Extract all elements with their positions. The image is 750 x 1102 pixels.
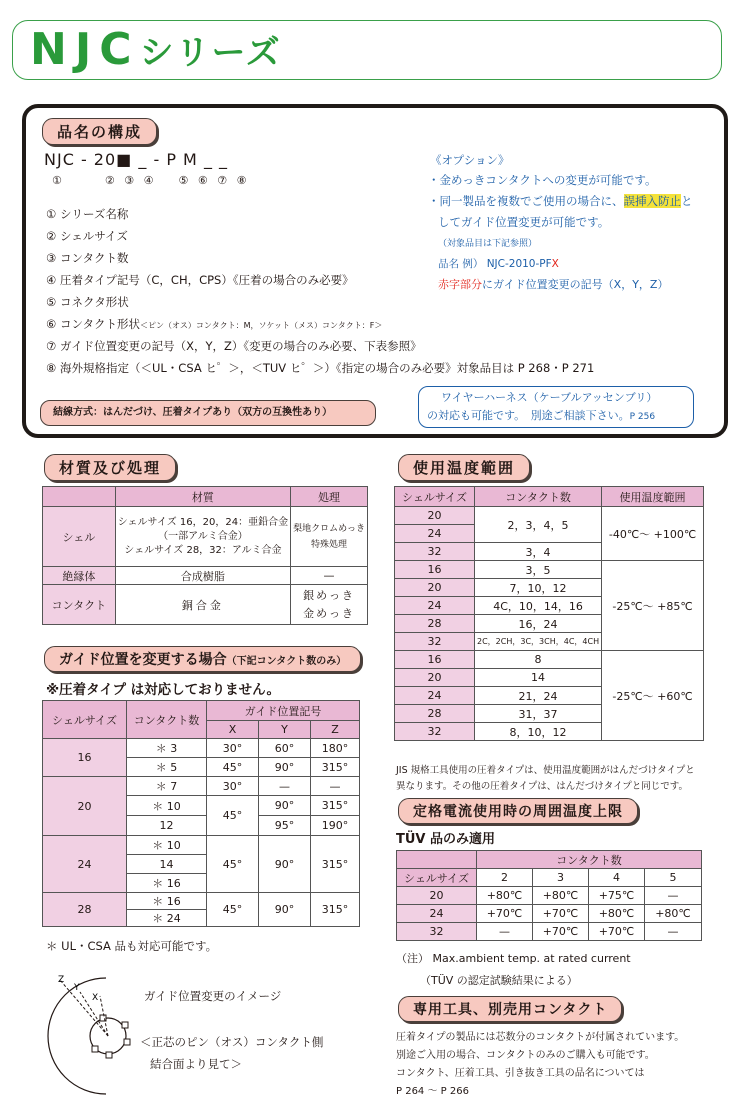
t-contact: 2，3，4，5 <box>475 507 602 543</box>
option-2b: と <box>681 194 693 208</box>
material-table <box>42 486 368 625</box>
r-val: +70℃ <box>533 923 589 941</box>
t-shell: 32 <box>395 543 475 561</box>
r-val: +80℃ <box>477 887 533 905</box>
guide-diagram <box>36 966 146 1096</box>
r-val: +80℃ <box>645 905 702 923</box>
g-v: 45° <box>207 796 259 836</box>
material-tag: 材質及び処理 <box>44 454 176 481</box>
contact-label: コンタクト <box>43 585 116 625</box>
g-shell-28: 28 <box>43 893 127 927</box>
r-val: — <box>645 923 702 941</box>
temp-tag: 使用温度範囲 <box>398 454 530 481</box>
temp-table <box>394 486 704 741</box>
g-shell-20: 20 <box>43 777 127 836</box>
t-contact: 8 <box>475 651 602 669</box>
g-v: 45° <box>207 758 259 777</box>
wire-line-2-text: の対応も可能です。 別途ご相談下さい。 <box>427 409 630 422</box>
th-shell: シェルサイズ <box>395 487 475 507</box>
item-3: ③ コンタクト数 <box>46 251 129 265</box>
guide-tag <box>44 646 361 672</box>
g-c24c: ＊ 16 <box>127 874 207 893</box>
wire-page: P 256 <box>629 412 656 422</box>
rh-col: 5 <box>645 869 702 887</box>
mat-header-material: 材質 <box>115 487 290 507</box>
axis-y: Y <box>74 983 80 993</box>
t-range-1: -40℃～ +100℃ <box>602 507 704 561</box>
rh-col: 4 <box>589 869 645 887</box>
image-caption-1: ＜正芯のピン（オス）コンタクト側 <box>140 1035 324 1049</box>
example-code: NJC-2010-PF <box>486 258 552 270</box>
key-3 <box>124 1039 130 1045</box>
code-text: NJC - 20■ _ - P M _ _ <box>44 150 229 169</box>
item-6-label: ⑥ コンタクト形状 <box>46 317 141 331</box>
gh-code: ガイド位置記号 <box>207 701 360 721</box>
insulator-label: 絶縁体 <box>43 567 116 585</box>
wire-line-2 <box>427 407 685 426</box>
item-6 <box>46 316 382 332</box>
temp-note-2: 異なります。その他の圧着タイプは、はんだづけタイプと同じです。 <box>396 781 689 792</box>
code-numbers <box>52 174 247 187</box>
gh-shell: シェルサイズ <box>43 701 127 739</box>
rh-col: 3 <box>533 869 589 887</box>
g-v: 315° <box>311 796 360 816</box>
t-contact: 3，5 <box>475 561 602 579</box>
example-label: 品名 例） <box>438 258 484 270</box>
g-c28a: ＊ 16 <box>127 893 207 910</box>
t-range-3: -25℃～ +60℃ <box>602 651 704 741</box>
gh-y: Y <box>259 721 311 739</box>
g-c16a: ＊ 3 <box>127 739 207 758</box>
t-contact: 3，4 <box>475 543 602 561</box>
gh-contact: コンタクト数 <box>127 701 207 739</box>
g-v: 315° <box>311 836 360 893</box>
g-v: 90° <box>259 893 311 927</box>
title-prefix: NJC <box>30 24 140 75</box>
g-c20b: ＊ 10 <box>127 796 207 816</box>
t-range-2: -25℃～ +85℃ <box>602 561 704 651</box>
g-v: 90° <box>259 836 311 893</box>
rh-shell: シェルサイズ <box>397 869 477 887</box>
r-shell: 32 <box>397 923 477 941</box>
t-shell: 28 <box>395 705 475 723</box>
g-c20c: 12 <box>127 816 207 836</box>
num-7: ⑦ <box>217 174 228 187</box>
g-v: — <box>259 777 311 796</box>
item-8: ⑧ 海外規格指定（＜UL・CSA ヒ゜＞，＜TUV ヒ゜＞）《指定の場合のみ必要》対象品目は P 268・P 271 <box>46 361 595 375</box>
g-c24b: 14 <box>127 855 207 874</box>
num-4: ④ <box>143 174 154 187</box>
option-note: （対象品目は下記参照） <box>438 239 538 249</box>
g-v: 90° <box>259 796 311 816</box>
g-v: 30° <box>207 777 259 796</box>
t-contact: 4C，10，14，16 <box>475 597 602 615</box>
guide-tag-small: （下記コンタクト数のみ） <box>226 656 347 667</box>
item-5: ⑤ コネクタ形状 <box>46 295 129 309</box>
axis-z-line <box>60 980 108 1036</box>
num-2: ② <box>104 174 115 187</box>
g-c28b: ＊ 24 <box>127 910 207 927</box>
r-shell: 20 <box>397 887 477 905</box>
r-val: +80℃ <box>589 905 645 923</box>
shell-mat-3: シェルサイズ 28，32：アルミ合金 <box>124 544 282 556</box>
g-v: 190° <box>311 816 360 836</box>
axis-x: X <box>92 993 99 1003</box>
r-shell: 24 <box>397 905 477 923</box>
guide-footnote: ＊ UL・CSA 品も対応可能です。 <box>46 939 218 953</box>
g-v: 45° <box>207 893 259 927</box>
rh-contact: コンタクト数 <box>477 851 702 869</box>
code-line <box>44 150 228 169</box>
gh-x: X <box>207 721 259 739</box>
rated-note-1: （注） Max.ambient temp. at rated current <box>396 952 631 965</box>
g-shell-16: 16 <box>43 739 127 777</box>
g-v: 315° <box>311 758 360 777</box>
key-4 <box>92 1046 98 1052</box>
num-6: ⑥ <box>197 174 208 187</box>
wire-line-1: ワイヤーハーネス（ケーブルアッセンブリ） <box>441 391 658 404</box>
g-c24a: ＊ 10 <box>127 836 207 855</box>
t-shell: 16 <box>395 561 475 579</box>
r-val: +80℃ <box>533 887 589 905</box>
option-red: 赤字部分 <box>438 278 482 291</box>
rated-sub: TÜV 品のみ適用 <box>396 832 496 847</box>
rated-tag: 定格電流使用時の周囲温度上限 <box>398 798 638 824</box>
connection-box <box>40 400 376 426</box>
rated-table <box>396 850 702 941</box>
example-x: X <box>551 258 559 270</box>
g-v: 180° <box>311 739 360 758</box>
t-contact: 16，24 <box>475 615 602 633</box>
shell-proc-1: 梨地クロムめっき <box>293 523 365 534</box>
connection-text: 結線方式：はんだづけ、圧着タイプあり（双方の互換性あり） <box>53 407 333 418</box>
item-4: ④ 圧着タイプ記号（C，CH，CPS）《圧着の場合のみ必要》 <box>46 273 354 287</box>
th-contact: コンタクト数 <box>475 487 602 507</box>
r-val: +75℃ <box>589 887 645 905</box>
th-range: 使用温度範囲 <box>602 487 704 507</box>
insulator-mat: 合成樹脂 <box>115 567 290 585</box>
num-5: ⑤ <box>178 174 189 187</box>
t-shell: 24 <box>395 687 475 705</box>
option-example <box>438 256 559 271</box>
num-1: ① <box>52 174 62 187</box>
t-shell: 32 <box>395 723 475 741</box>
shell-label: シェル <box>43 507 116 567</box>
option-3: してガイド位置変更が可能です。 <box>438 215 610 229</box>
tools-line-4: P 264 ～ P 266 <box>396 1086 469 1097</box>
tools-line-3: コンタクト、圧着工具、引き抜き工具の品名については <box>396 1068 645 1079</box>
rh-col: 2 <box>477 869 533 887</box>
option-2a: ・同一製品を複数でご使用の場合に、 <box>428 194 624 208</box>
g-v: 45° <box>207 836 259 893</box>
g-v: 95° <box>259 816 311 836</box>
r-val: +70℃ <box>533 905 589 923</box>
page-title <box>30 22 282 81</box>
g-c16b: ＊ 5 <box>127 758 207 777</box>
guide-tag-label: ガイド位置を変更する場合 <box>59 652 227 668</box>
contact-proc-1: 銀めっき <box>303 588 355 602</box>
key-2 <box>122 1022 128 1028</box>
contact-mat: 銅合金 <box>115 585 290 625</box>
t-contact: 8，10，12 <box>475 723 602 741</box>
guide-note: ※圧着タイプ は対応しておりません。 <box>46 682 280 698</box>
axis-z: Z <box>58 975 65 985</box>
wire-harness-box <box>418 386 694 428</box>
shell-proc-2: 特殊処理 <box>311 539 348 550</box>
gh-z: Z <box>311 721 360 739</box>
g-shell-24: 24 <box>43 836 127 893</box>
option-title: 《オプション》 <box>430 153 510 167</box>
item-1: ① シリーズ名称 <box>46 207 129 221</box>
t-shell: 32 <box>395 633 475 651</box>
option-red-line <box>438 276 668 292</box>
g-v: 60° <box>259 739 311 758</box>
insulator-proc: — <box>291 567 368 585</box>
t-shell: 28 <box>395 615 475 633</box>
t-contact: 7，10，12 <box>475 579 602 597</box>
num-8: ⑧ <box>236 174 247 187</box>
image-caption-2: 結合面より見て＞ <box>150 1057 242 1071</box>
tools-line-1: 圧着タイプの製品には芯数分のコンタクトが付属されています。 <box>396 1032 685 1043</box>
mat-header-process: 処理 <box>291 487 368 507</box>
item-2: ② シェルサイズ <box>46 229 128 243</box>
image-title: ガイド位置変更のイメージ <box>144 989 282 1003</box>
tools-line-2: 別途ご入用の場合、コンタクトのみのご購入も可能です。 <box>396 1050 655 1061</box>
r-val: +70℃ <box>589 923 645 941</box>
t-shell: 20 <box>395 669 475 687</box>
t-shell: 24 <box>395 525 475 543</box>
hinmei-tag: 品名の構成 <box>42 118 157 145</box>
g-v: — <box>311 777 360 796</box>
shell-mat-2: （一部アルミ合金） <box>158 530 248 542</box>
option-red-rest: にガイド位置変更の記号（X，Y，Z） <box>482 278 669 291</box>
title-suffix: シリーズ <box>139 33 282 73</box>
tools-tag: 専用工具、別売用コンタクト <box>398 996 622 1022</box>
rated-note-2: （TÜV の認定試験結果による） <box>420 974 578 987</box>
item-7: ⑦ ガイド位置変更の記号（X，Y，Z）《変更の場合のみ必要、下表参照》 <box>46 339 422 353</box>
shell-mat-1: シェルサイズ 16，20，24：亜鉛合金 <box>117 516 289 528</box>
r-val: — <box>645 887 702 905</box>
g-v: 90° <box>259 758 311 777</box>
r-val: +70℃ <box>477 905 533 923</box>
g-v: 30° <box>207 739 259 758</box>
t-contact: 2C，2CH，3C，3CH，4C，4CH <box>475 633 602 651</box>
guide-table <box>42 700 360 927</box>
g-c20a: ＊ 7 <box>127 777 207 796</box>
t-contact: 21，24 <box>475 687 602 705</box>
t-shell: 20 <box>395 507 475 525</box>
t-shell: 16 <box>395 651 475 669</box>
t-shell: 20 <box>395 579 475 597</box>
temp-note-1: JIS 規格工具使用の圧着タイプは、使用温度範囲がはんだづけタイプと <box>396 765 695 776</box>
r-val: — <box>477 923 533 941</box>
contact-proc-2: 金めっき <box>303 606 355 620</box>
t-shell: 24 <box>395 597 475 615</box>
num-3: ③ <box>124 174 135 187</box>
t-contact: 14 <box>475 669 602 687</box>
t-contact: 31，37 <box>475 705 602 723</box>
key-5 <box>106 1052 112 1058</box>
option-2 <box>428 193 693 209</box>
option-1: ・金めっきコンタクトへの変更が可能です。 <box>428 173 657 187</box>
g-v: 315° <box>311 893 360 927</box>
item-6-note: ＜ピン（オス）コンタクト：M，ソケット（メス）コンタクト：F＞ <box>140 321 383 330</box>
option-2-highlight: 誤挿入防止 <box>623 194 681 208</box>
